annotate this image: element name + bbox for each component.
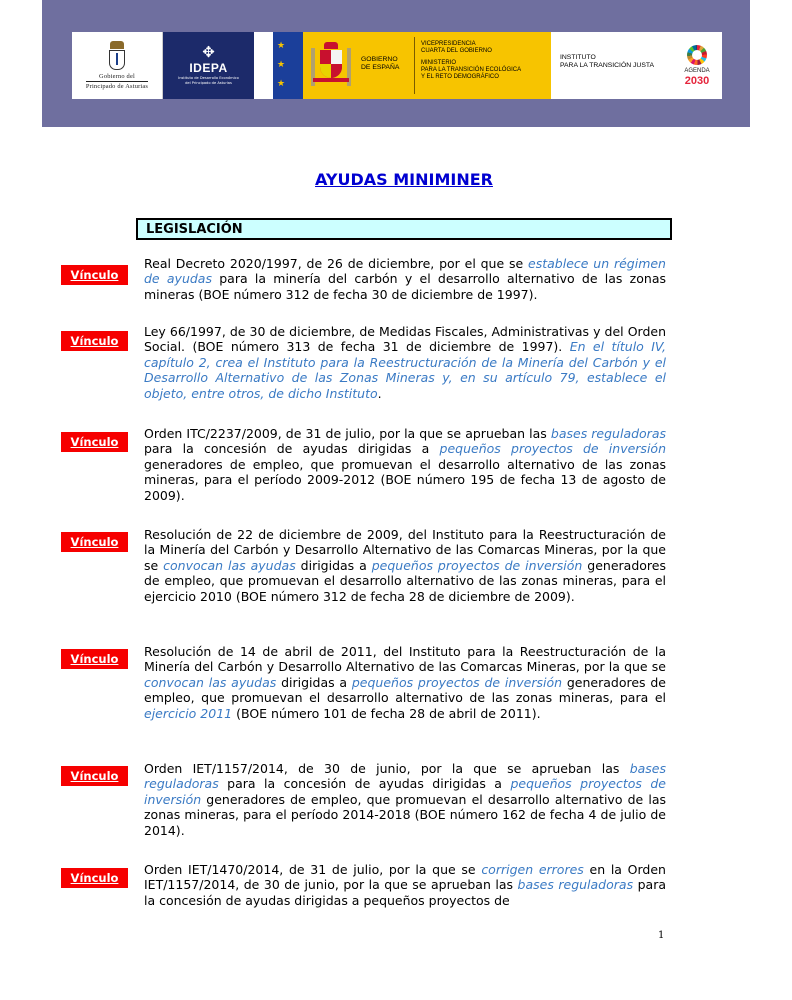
idepa-logo: [163, 32, 254, 99]
entry-segment: generadores de empleo, que promuevan el desarrollo alternativo de las zonas mineras, para el período 2009-2012 (BOE número 195 de fecha 13 de agosto de 2009).: [144, 456, 666, 503]
vinculo-link-4[interactable]: Vínculo: [61, 532, 128, 552]
vinculo-link-3[interactable]: Vínculo: [61, 432, 128, 452]
asturias-logo: [72, 32, 163, 99]
eu-flag-icon: ★ ★ ★: [273, 32, 303, 99]
entry-text-4: [144, 527, 666, 604]
entry-highlight-link[interactable]: ejercicio 2011: [144, 705, 233, 721]
entry-segment: para la minería del carbón y el desarrollo alternativo de las zonas mineras (BOE número 312 de fecha 30 de diciembre de 1997).: [144, 271, 666, 302]
vinculo-link-2[interactable]: Vínculo: [61, 331, 128, 351]
idepa-sub-line-2: del Principado de Asturias: [185, 81, 232, 85]
entry-segment: para la concesión de ayudas dirigidas a: [144, 441, 440, 457]
entry-segment: Orden IET/1157/2014, de 30 de junio, por la que se aprueban las: [144, 761, 630, 776]
entry-segment: Orden ITC/2237/2009, de 31 de julio, por la que se aprueban las: [144, 426, 551, 441]
asturias-line-1: Gobierno del: [99, 72, 135, 80]
entry-text-5: [144, 644, 666, 721]
idepa-sub-line-1: Instituto de Desarrollo Económico: [178, 76, 239, 81]
idepa-subtitle: [178, 76, 239, 85]
entry-segment: Orden IET/1470/2014, de 31 de julio, por la que se: [144, 862, 482, 877]
section-label: LEGISLACIÓN: [146, 222, 243, 237]
vinculo-link-6[interactable]: Vínculo: [61, 766, 128, 786]
entry-highlight-link[interactable]: pequeños proyectos de inversión: [371, 557, 583, 573]
entry-segment: generadores de empleo, que promuevan el desarrollo alternativo de las zonas mineras, para el ejercicio 2010 (BOE número 312 de fecha 28 de diciembre de 2009).: [144, 557, 666, 604]
entry-text-1: [144, 256, 666, 302]
agenda-year: 2030: [684, 74, 710, 87]
ministerio-text: [421, 41, 521, 81]
entry-text-3: [144, 426, 666, 503]
entry-segment: para la concesión de ayudas dirigidas a: [218, 776, 511, 792]
idepa-mark-icon: ✥: [202, 43, 215, 62]
ministerio-line-2: PARA LA TRANSICIÓN ECOLÓGICA: [421, 66, 522, 73]
entry-highlight-link[interactable]: convocan las ayudas: [163, 557, 296, 573]
header-banner: [42, 0, 750, 127]
entry-highlight-link[interactable]: En el título IV, capítulo 2, crea el Instituto para la Reestructuración de la Minería del Carbón y el Desarrollo Alternativo de las Zonas Mineras y, en su artículo 79, establece el objeto, entre otros, de dicho Instituto: [144, 339, 667, 401]
agenda-label: AGENDA: [684, 67, 710, 74]
entry-text-6: [144, 761, 666, 838]
idepa-title: IDEPA: [189, 61, 228, 76]
entry-highlight-link[interactable]: pequeños proyectos de inversión: [439, 441, 666, 457]
gobierno-text: [361, 56, 399, 71]
entry-segment: generadores de empleo, que promuevan el desarrollo alternativo de las zonas mineras, para el: [144, 674, 666, 706]
vice-line-1: VICEPRESIDENCIA: [421, 41, 476, 47]
entry-segment: generadores de empleo, que promuevan el desarrollo alternativo de las zonas mineras, para el período 2014-2018 (BOE número 162 de fecha 4 de julio de 2014).: [144, 791, 666, 838]
vinculo-link-1[interactable]: Vínculo: [61, 265, 128, 285]
gobierno-logo: [273, 32, 551, 99]
entry-highlight-link[interactable]: corrigen errores: [481, 862, 584, 877]
logo-strip: [72, 32, 722, 99]
page-number: 1: [658, 930, 665, 941]
entry-highlight-link[interactable]: pequeños proyectos de inversión: [144, 776, 666, 807]
section-header: [136, 218, 672, 240]
entry-segment: (BOE número 101 de fecha 28 de abril de 2011).: [232, 705, 541, 721]
agenda-2030-logo: [672, 32, 722, 99]
gobierno-line-1: GOBIERNO: [361, 56, 398, 63]
vinculo-link-5[interactable]: Vínculo: [61, 649, 128, 669]
entry-highlight-link[interactable]: bases reguladoras: [144, 761, 666, 792]
page-title[interactable]: AYUDAS MINIMINER: [315, 170, 493, 189]
entry-segment: Ley 66/1997, de 30 de diciembre, de Medidas Fiscales, Administrativas y del Orden Social. (BOE número 313 de fecha 31 de diciembre de 1997).: [144, 324, 666, 355]
entry-segment: para la concesión de ayudas dirigidas a pequeños proyectos de: [144, 877, 666, 908]
entry-highlight-link[interactable]: convocan las ayudas: [144, 674, 277, 690]
entry-segment: dirigidas a: [295, 557, 372, 573]
crown-icon: [110, 41, 124, 49]
entry-highlight-link[interactable]: bases reguladoras: [550, 426, 666, 441]
shield-icon: [109, 50, 125, 70]
asturias-line-2: Principado de Asturias: [85, 83, 149, 90]
entry-segment: en la Orden IET/1157/2014, de 30 de junio, por la que se aprueban las: [144, 862, 666, 893]
ministerio-line-3: Y EL RETO DEMOGRÁFICO: [421, 74, 499, 81]
entry-highlight-link[interactable]: pequeños proyectos de inversión: [351, 674, 563, 690]
instituto-text: [560, 54, 654, 70]
ministerio-line-1: MINISTERIO: [421, 59, 457, 66]
asturias-rule: [86, 81, 148, 82]
entry-text-2: [144, 324, 666, 401]
spain-coat-of-arms-icon: [309, 42, 353, 90]
gobierno-divider: [414, 37, 415, 94]
entry-segment: Resolución de 14 de abril de 2011, del Instituto para la Reestructuración de la Minería del Carbón y Desarrollo Alternativo de las Comarcas Mineras, por la que se: [144, 644, 666, 675]
entry-highlight-link[interactable]: bases reguladoras: [517, 877, 634, 893]
sdg-wheel-icon: [687, 45, 707, 65]
entry-segment: dirigidas a: [276, 674, 352, 690]
gobierno-line-2: DE ESPAÑA: [361, 63, 400, 71]
entry-segment: .: [377, 385, 382, 401]
entry-text-7: [144, 862, 666, 908]
entry-highlight-link[interactable]: establece un régimen de ayudas: [144, 256, 666, 287]
entry-segment: Real Decreto 2020/1997, de 26 de diciembre, por el que se: [144, 256, 529, 271]
instituto-transicion-justa-logo: [552, 32, 670, 99]
instituto-line-2: PARA LA TRANSICIÓN JUSTA: [560, 62, 655, 69]
entry-segment: Resolución de 22 de diciembre de 2009, del Instituto para la Reestructuración de la Minería del Carbón y Desarrollo Alternativo de las Comarcas Mineras, por la que se: [144, 527, 666, 573]
instituto-line-1: INSTITUTO: [560, 54, 596, 61]
vice-line-2: CUARTA DEL GOBIERNO: [421, 48, 492, 55]
vinculo-link-7[interactable]: Vínculo: [61, 868, 128, 888]
